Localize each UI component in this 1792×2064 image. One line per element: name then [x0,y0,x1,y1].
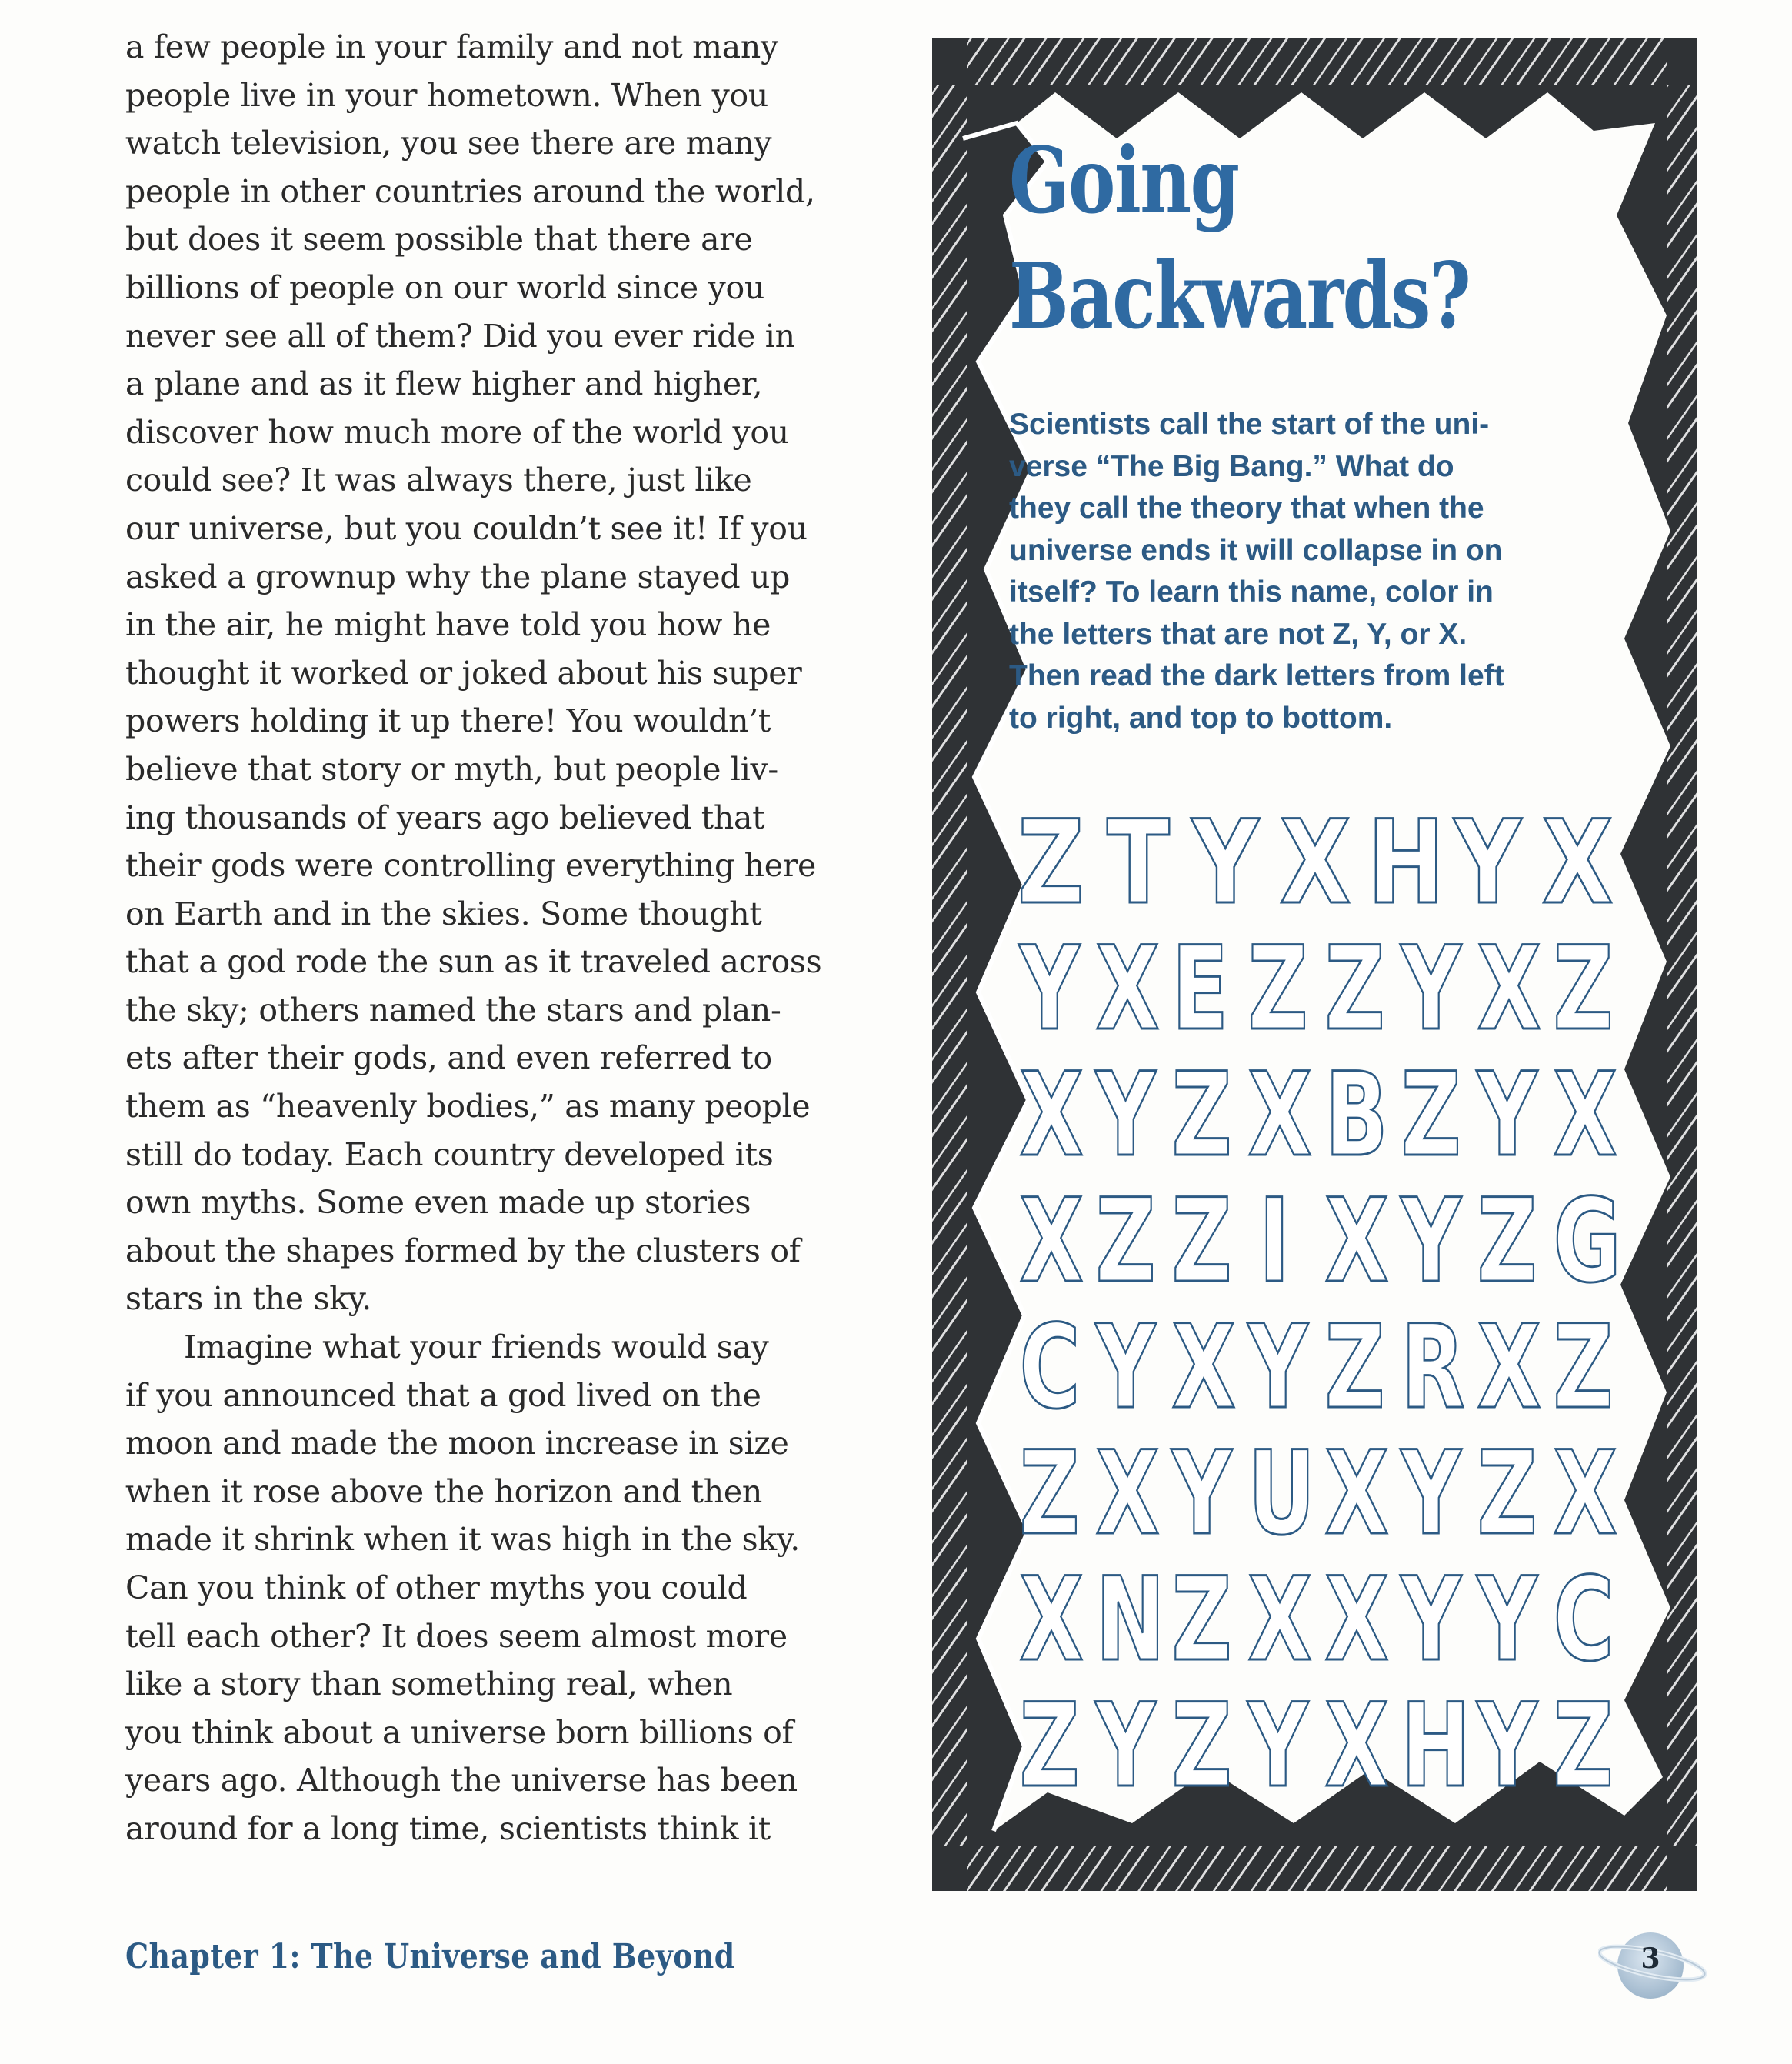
body-line: about the shapes formed by the clusters of [125,1232,801,1269]
outline-letter[interactable]: Z [1477,1175,1537,1309]
outline-letter[interactable]: Z [1324,1301,1385,1435]
body-line: believe that story or myth, but people liv- [125,750,778,788]
instruction-line: verse “The Big Bang.” What do [1009,449,1454,483]
chapter-footer-title: Chapter 1: The Universe and Beyond [125,1937,735,1976]
body-line: still do today. Each country developed its [125,1135,774,1173]
body-line: a few people in your family and not many [125,28,778,65]
outline-letter[interactable]: B [1324,1049,1388,1182]
letter-grid-row-5 [1009,1301,1617,1435]
outline-letter[interactable]: Z [1017,796,1084,930]
outline-letter[interactable]: Y [1401,1553,1461,1687]
page-number-badge [1598,1923,1714,2008]
body-line: years ago. Although the universe has been [125,1762,798,1799]
instruction-line: universe ends it will collapse in on [1009,533,1503,567]
outline-letter[interactable]: Z [1247,922,1309,1056]
body-line: on Earth and in the skies. Some thought [125,895,762,932]
outline-letter[interactable]: X [1095,1427,1160,1561]
outline-letter[interactable]: Z [1171,1679,1233,1813]
outline-letter[interactable]: Z [1553,1301,1614,1435]
body-line: billions of people on our world since you [125,268,764,306]
body-line: if you announced that a god lived on the [125,1376,761,1414]
outline-letter[interactable]: X [1553,1427,1617,1561]
outline-letter[interactable]: Y [1095,1049,1156,1182]
outline-letter[interactable]: X [1279,796,1351,930]
body-line: ets after their gods, and even referred to [125,1039,772,1077]
body-line: ing thousands of years ago believed that [125,799,765,836]
letter-grid-row-7 [1009,1553,1617,1687]
outline-letter[interactable]: T [1106,796,1170,930]
outline-letter[interactable]: X [1095,922,1160,1056]
outline-letter[interactable]: C [1019,1301,1081,1435]
outline-letter[interactable]: Y [1019,922,1080,1056]
outline-letter[interactable]: Z [1095,1175,1156,1309]
outline-letter[interactable]: N [1095,1553,1165,1687]
outline-letter[interactable]: Y [1095,1679,1156,1813]
outline-letter[interactable]: Y [1192,796,1260,930]
outline-letter[interactable]: H [1401,1679,1471,1813]
outline-letter[interactable]: E [1171,922,1229,1056]
letter-grid [1009,796,1622,1813]
outline-letter[interactable]: X [1019,1553,1084,1687]
body-line: tell each other? It does seem almost more [125,1617,788,1655]
outline-letter[interactable]: X [1477,922,1541,1056]
body-line: when it rose above the horizon and then [125,1472,762,1510]
outline-letter[interactable]: X [1019,1175,1084,1309]
outline-letter[interactable]: Y [1401,1427,1461,1561]
outline-letter[interactable]: Z [1324,922,1385,1056]
outline-letter[interactable]: Y [1477,1679,1537,1813]
outline-letter[interactable]: X [1324,1679,1389,1813]
letter-grid-row-3 [1009,1049,1617,1182]
body-line: their gods were controlling everything here [125,847,816,885]
outline-letter[interactable]: Z [1171,1553,1233,1687]
outline-letter[interactable]: Y [1401,1175,1461,1309]
outline-letter[interactable]: X [1541,796,1614,930]
body-line: asked a grownup why the plane stayed up [125,558,791,595]
outline-letter[interactable]: X [1019,1049,1084,1182]
outline-letter[interactable]: R [1401,1301,1465,1435]
letter-grid-row-2 [1009,922,1617,1056]
body-line: discover how much more of the world you [125,413,789,451]
outline-letter[interactable]: I [1259,1175,1291,1309]
outline-letter[interactable]: Z [1019,1679,1080,1813]
outline-letter[interactable]: Z [1553,922,1614,1056]
body-line: the sky; others named the stars and plan- [125,991,781,1029]
outline-letter[interactable]: X [1247,1553,1313,1687]
puzzle-sidebar-box [932,38,1697,1891]
outline-letter[interactable]: Y [1454,796,1521,930]
body-line: a plane and as it flew higher and higher, [125,365,763,403]
body-line: that a god rode the sun as it traveled across [125,943,822,981]
instruction-line: the letters that are not Z, Y, or X. [1009,617,1467,651]
outline-letter[interactable]: Z [1019,1427,1080,1561]
body-line: but does it seem possible that there are [125,221,753,258]
body-line: could see? It was always there, just like [125,462,752,499]
outline-letter[interactable]: Z [1171,1175,1233,1309]
puzzle-title [1009,123,1470,354]
body-line: own myths. Some even made up stories [125,1184,751,1222]
body-line: made it shrink when it was high in the sky. [125,1521,801,1559]
body-line: people live in your hometown. When you [125,76,769,114]
letter-grid-row-6 [1009,1427,1617,1561]
outline-letter[interactable]: Y [1477,1049,1537,1182]
instruction-line: Scientists call the start of the uni- [1009,408,1490,441]
body-line: watch television, you see there are many [125,125,772,162]
outline-letter[interactable]: X [1324,1553,1389,1687]
outline-letter[interactable]: Y [1171,1427,1232,1561]
outline-letter[interactable]: X [1324,1175,1389,1309]
body-text-column [125,23,864,1853]
body-line: moon and made the moon increase in size [125,1425,789,1462]
body-line: you think about a universe born billions of [125,1713,794,1751]
puzzle-instructions [1009,404,1624,739]
body-line: stars in the sky. [125,1280,371,1318]
outline-letter[interactable]: G [1553,1175,1622,1309]
outline-letter[interactable]: Z [1477,1427,1537,1561]
outline-letter[interactable]: Y [1247,1301,1309,1435]
outline-letter[interactable]: U [1247,1427,1316,1561]
body-line: like a story than something real, when [125,1666,733,1703]
outline-letter[interactable]: X [1553,1049,1617,1182]
outline-letter[interactable]: C [1553,1553,1614,1687]
body-line: in the air, he might have told you how he [125,606,771,644]
body-line: thought it worked or joked about his super [125,654,802,692]
outline-letter[interactable]: Y [1401,922,1461,1056]
body-line: people in other countries around the world, [125,172,815,210]
body-line: them as “heavenly bodies,” as many people [125,1088,811,1125]
instruction-line: Then read the dark letters from left [1009,659,1504,692]
outline-letter[interactable]: Y [1477,1553,1537,1687]
instruction-line: to right, and top to bottom. [1009,701,1393,735]
outline-letter[interactable]: Z [1401,1049,1461,1182]
outline-letter[interactable]: Z [1553,1679,1614,1813]
page-number: 3 [1640,1942,1660,1975]
instruction-line: they call the theory that when the [1009,492,1484,525]
outline-letter[interactable]: Y [1095,1301,1156,1435]
letter-grid-row-4 [1009,1175,1622,1309]
body-line: powers holding it up there! You wouldn’t [125,702,771,740]
body-line: around for a long time, scientists think it [125,1809,771,1847]
body-line: our universe, but you couldn’t see it! If you [125,509,808,547]
body-line: Can you think of other myths you could [125,1569,748,1606]
outline-letter[interactable]: X [1247,1049,1313,1182]
instruction-line: itself? To learn this name, color in [1009,575,1494,609]
outline-letter[interactable]: X [1477,1301,1541,1435]
puzzle-title-line-1: Going [1009,127,1239,234]
letter-grid-row-8 [1009,1679,1617,1813]
outline-letter[interactable]: X [1171,1301,1236,1435]
body-line: never see all of them? Did you ever ride in [125,317,795,355]
puzzle-title-line-2: Backwards? [1009,242,1471,349]
outline-letter[interactable]: X [1324,1427,1389,1561]
outline-letter[interactable]: H [1367,796,1444,930]
paragraph-start-line: Imagine what your friends would say [184,1329,769,1366]
outline-letter[interactable]: Y [1247,1679,1309,1813]
letter-grid-row-1 [1009,796,1617,930]
outline-letter[interactable]: Z [1171,1049,1233,1182]
